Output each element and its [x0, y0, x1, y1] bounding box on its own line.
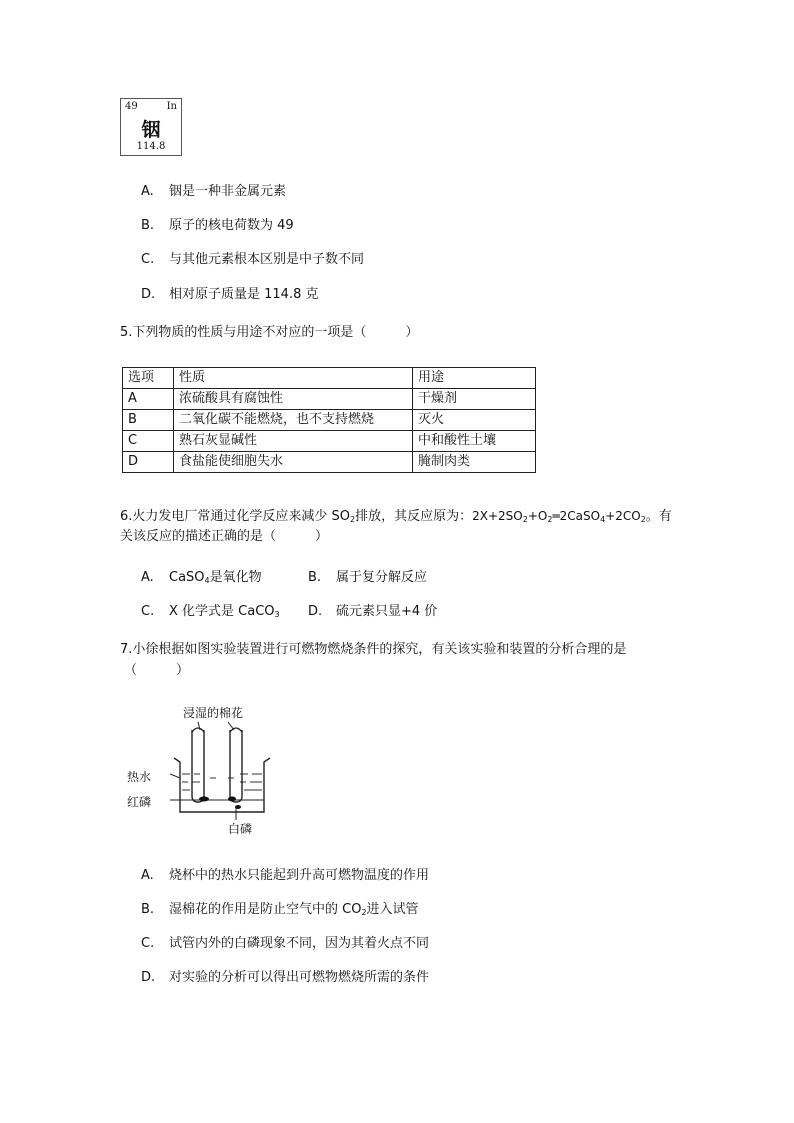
option-label: A.	[141, 570, 154, 585]
option-label: D.	[141, 287, 156, 302]
q7-stem-line2: （ ）	[124, 663, 190, 678]
option-text: 属于复分解反应	[336, 570, 428, 585]
option-text: CaSO	[169, 570, 205, 585]
figure-label-cotton: 浸湿的棉花	[183, 706, 244, 720]
table-cell: 二氧化碳不能燃烧，也不支持燃烧	[174, 410, 413, 431]
option-label: C.	[141, 604, 155, 619]
table-cell: D	[123, 452, 174, 473]
element-name: 铟	[141, 119, 161, 141]
option-label: C.	[141, 252, 155, 267]
pointer-line	[228, 722, 234, 730]
table-cell: B	[123, 410, 174, 431]
subscript: 2	[361, 908, 367, 917]
subscript: 2	[350, 515, 356, 524]
subscript: 2	[640, 515, 646, 524]
option-label: B.	[141, 218, 155, 233]
q6-equation	[472, 509, 646, 523]
table-row	[123, 431, 536, 452]
option-label: C.	[141, 936, 155, 951]
option-text: 湿棉花的作用是防止空气中的 CO	[169, 902, 362, 917]
q5-stem: 5.下列物质的性质与用途不对应的一项是（ ）	[120, 325, 419, 340]
table-header: 选项	[123, 368, 174, 389]
pointer-line	[198, 722, 200, 730]
table-cell: 中和酸性土壤	[413, 431, 536, 452]
q7-option-b	[141, 898, 419, 917]
table-cell: 灭火	[413, 410, 536, 431]
option-text: 硫元素只显+4 价	[336, 604, 438, 619]
option-text: 相对原子质量是 114.8 克	[169, 287, 319, 302]
option-label: D.	[308, 604, 323, 619]
option-text: X 化学式是 CaCO	[169, 604, 275, 619]
option-label: A.	[141, 184, 154, 199]
experiment-apparatus-diagram	[170, 720, 280, 820]
table-cell: C	[123, 431, 174, 452]
q7-option-d	[141, 966, 429, 985]
q7-option-a	[141, 864, 429, 883]
table-header: 用途	[413, 368, 536, 389]
atomic-number: 49	[125, 101, 138, 112]
q6-stem-text: 排放，其反应原为：	[355, 509, 473, 524]
table-header: 性质	[174, 368, 413, 389]
option-text: 烧杯中的热水只能起到升高可燃物温度的作用	[169, 868, 430, 883]
q4-option-d	[141, 283, 318, 302]
option-text: 进入试管	[366, 902, 419, 917]
white-phosphorus-on-plate	[228, 797, 236, 802]
element-symbol: In	[166, 101, 177, 112]
subscript: 4	[600, 515, 606, 524]
q4-option-b	[141, 214, 294, 233]
q6-stem-text: 6.火力发电厂常通过化学反应来减少 SO	[120, 509, 351, 524]
test-tube-left	[192, 730, 204, 802]
table-cell: 熟石灰显碱性	[174, 431, 413, 452]
table-cell: 食盐能使细胞失水	[174, 452, 413, 473]
q7-option-c	[141, 932, 429, 951]
q6-stem-line1	[120, 505, 672, 524]
equation-part: +O	[527, 509, 548, 523]
table-cell: A	[123, 389, 174, 410]
q6-option-d	[308, 600, 437, 619]
q6-option-a	[141, 566, 262, 585]
equation-part: 2X+2SO	[472, 509, 523, 523]
option-text: 对实验的分析可以得出可燃物燃烧所需的条件	[169, 970, 430, 985]
table-row	[123, 452, 536, 473]
equation-part: ═2CaSO	[552, 509, 601, 523]
subscript: 4	[204, 576, 210, 585]
table-cell: 浓硫酸具有腐蚀性	[174, 389, 413, 410]
option-text: 与其他元素根本区别是中子数不同	[169, 252, 365, 267]
option-text: 试管内外的白磷现象不同，因为其着火点不同	[169, 936, 430, 951]
wet-cotton-left	[192, 728, 204, 732]
option-label: A.	[141, 868, 154, 883]
wet-cotton-right	[230, 728, 242, 732]
q6-option-c	[141, 600, 280, 619]
q4-option-a	[141, 180, 286, 199]
table-row	[123, 410, 536, 431]
option-label: B.	[308, 570, 322, 585]
red-phosphorus	[199, 797, 209, 802]
beaker	[174, 758, 270, 812]
figure-label-hot-water: 热水	[127, 770, 152, 784]
test-tube-right	[230, 730, 242, 802]
equation-part: +2CO	[605, 509, 641, 523]
table-cell: 腌制肉类	[413, 452, 536, 473]
option-text: 是氧化物	[209, 570, 262, 585]
subscript: 2	[522, 515, 528, 524]
q6-stem-text: 。有	[645, 509, 672, 524]
hot-water-surface	[182, 774, 262, 790]
element-indium-box	[120, 98, 182, 156]
q6-option-b	[308, 566, 427, 585]
table-row	[123, 389, 536, 410]
figure-label-red-phosphorus: 红磷	[127, 795, 152, 809]
q7-stem-line1: 7.小徐根据如图实验装置进行可燃物燃烧条件的探究，有关该实验和装置的分析合理的是	[120, 642, 627, 657]
table-header-row	[123, 368, 536, 389]
q4-option-c	[141, 248, 364, 267]
figure-label-white-phosphorus: 白磷	[228, 822, 253, 836]
option-text: 原子的核电荷数为 49	[169, 218, 294, 233]
subscript: 2	[547, 515, 553, 524]
pointer-line	[170, 774, 180, 778]
subscript: 3	[274, 610, 280, 619]
table-cell: 干燥剂	[413, 389, 536, 410]
q6-stem-line2: 关该反应的描述正确的是（ ）	[120, 529, 329, 544]
atomic-mass: 114.8	[136, 141, 166, 152]
option-label: D.	[141, 970, 156, 985]
option-text: 铟是一种非金属元素	[169, 184, 287, 199]
q5-table	[122, 367, 536, 473]
option-label: B.	[141, 902, 155, 917]
